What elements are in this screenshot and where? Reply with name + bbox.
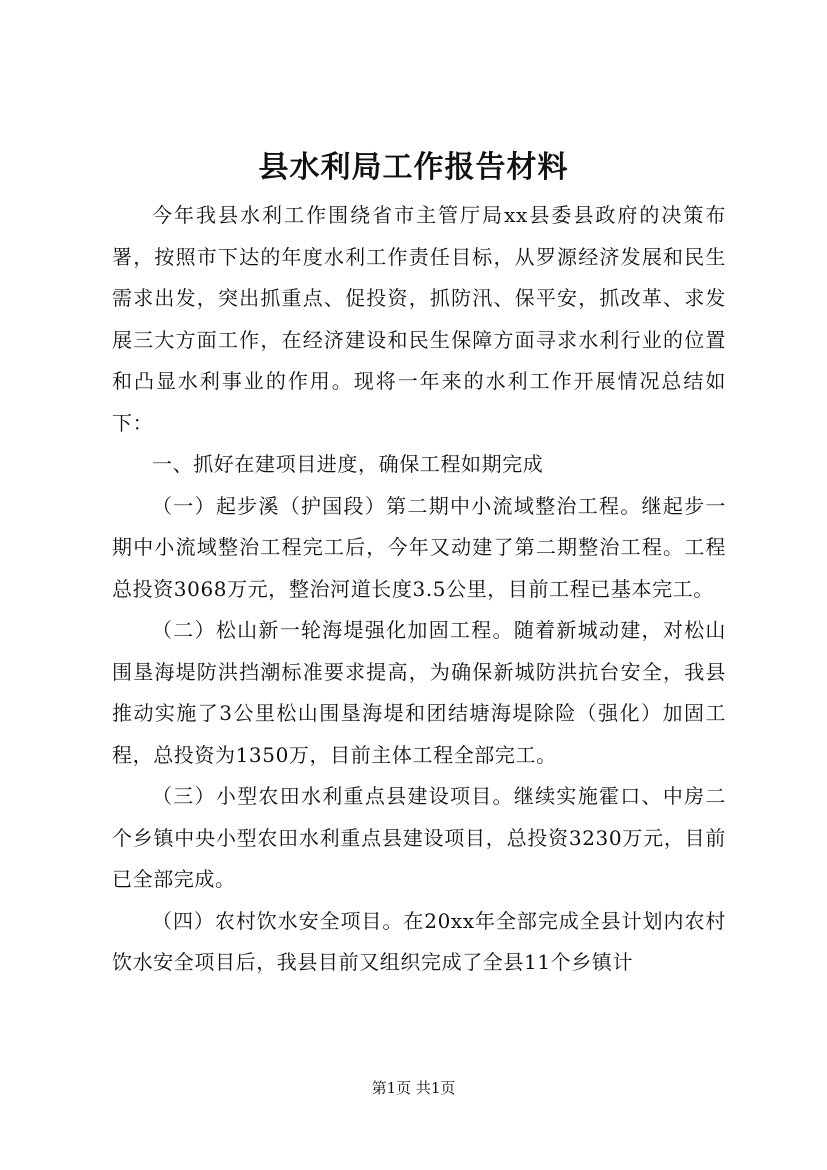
document-title: 县水利局工作报告材料: [258, 150, 569, 185]
item-paragraph-4: （四）农村饮水安全项目。在20xx年全部完成全县计划内农村饮水安全项目后，我县目前又组织完成了全县11个乡镇计: [112, 908, 726, 974]
intro-paragraph: 今年我县水利工作围绕省市主管厅局xx县委县政府的决策布署，按照市下达的年度水利工作责任目标，从罗源经济发展和民生需求出发，突出抓重点、促投资，抓防汛、保平安，抓改革、求发展三大方面工作，在经济建设和民生保障方面寻求水利行业的位置和凸显水利事业的作用。现将一年来的水利工作开展情况总结如下：: [112, 203, 726, 435]
section-heading: 一、抓好在建项目进度，确保工程如期完成: [152, 452, 544, 476]
item-paragraph-2: （二）松山新一轮海堤强化加固工程。随着新城动建，对松山围垦海堤防洪挡潮标准要求提高，为确保新城防洪抗台安全，我县推动实施了3公里松山围垦海堤和团结塘海堤除险（强化）加固工程，总投资为1350万，目前主体工程全部完工。: [112, 618, 726, 767]
item-paragraph-3: （三）小型农田水利重点县建设项目。继续实施霍口、中房二个乡镇中央小型农田水利重点县建设项目，总投资3230万元，目前已全部完成。: [112, 784, 726, 891]
item-paragraph-1: （一）起步溪（护国段）第二期中小流域整治工程。继起步一期中小流域整治工程完工后，今年又动建了第二期整治工程。工程总投资3068万元，整治河道长度3.5公里，目前工程已基本完工。: [112, 493, 726, 601]
page-footer: 第1页 共1页: [371, 1079, 456, 1097]
document-body: [112, 195, 726, 984]
